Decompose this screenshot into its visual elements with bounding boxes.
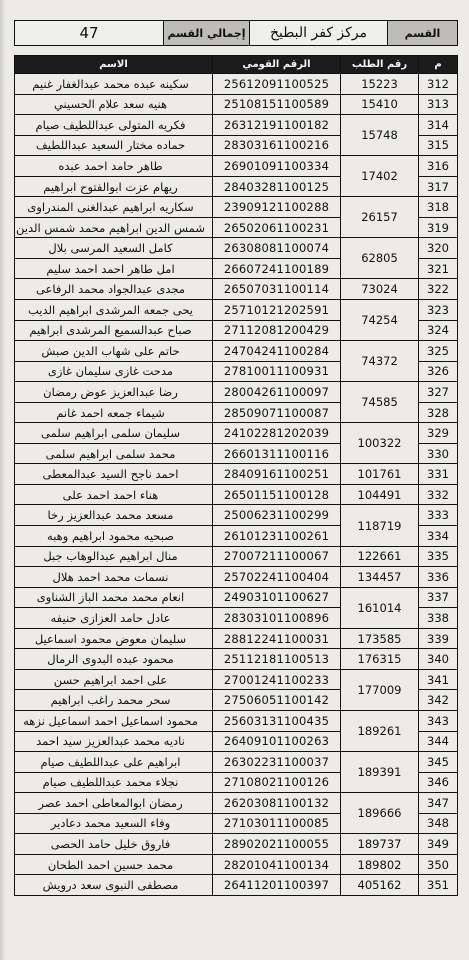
national-id: 28201041100134 — [213, 854, 341, 875]
person-name: انعام محمد محمد الباز الشناوى — [15, 587, 213, 608]
request-number: 161014 — [341, 587, 419, 628]
table-row — [15, 74, 458, 95]
row-number: 323 — [419, 300, 458, 321]
national-id: 26203081100132 — [213, 793, 341, 814]
national-id: 28403281100125 — [213, 176, 341, 197]
table-row — [15, 567, 458, 588]
person-name: طاهر حامد احمد عبده — [15, 156, 213, 177]
national-id: 26502061100231 — [213, 217, 341, 238]
row-number: 325 — [419, 341, 458, 362]
col-header-num: م — [419, 56, 458, 74]
row-number: 327 — [419, 382, 458, 403]
table-row — [15, 382, 458, 403]
person-name: هناء احمد احمد على — [15, 484, 213, 505]
national-id: 26507031100114 — [213, 279, 341, 300]
table-row — [15, 710, 458, 731]
request-number: 189802 — [341, 854, 419, 875]
person-name: رضا عبدالعزيز عوض رمضان — [15, 382, 213, 403]
person-name: محمد سلمى ابراهيم سلمى — [15, 443, 213, 464]
row-number: 348 — [419, 813, 458, 834]
row-number: 313 — [419, 94, 458, 115]
request-number: 73024 — [341, 279, 419, 300]
national-id: 24704241100284 — [213, 341, 341, 362]
row-number: 337 — [419, 587, 458, 608]
national-id: 27112081200429 — [213, 320, 341, 341]
person-name: نسمات محمد احمد هلال — [15, 567, 213, 588]
row-number: 333 — [419, 505, 458, 526]
person-name: حماده مختار السعيد عبداللطيف — [15, 135, 213, 156]
table-row — [15, 238, 458, 259]
table-row — [15, 752, 458, 773]
section-info-box — [14, 20, 458, 46]
request-number: 74254 — [341, 300, 419, 341]
table-row — [15, 649, 458, 670]
table-row — [15, 464, 458, 485]
table-row — [15, 341, 458, 362]
row-number: 342 — [419, 690, 458, 711]
person-name: ناديه محمد عبدالعزيز سيد احمد — [15, 731, 213, 752]
table-row — [15, 834, 458, 855]
row-number: 336 — [419, 567, 458, 588]
national-id: 28812241100031 — [213, 628, 341, 649]
request-number: 17402 — [341, 156, 419, 197]
request-number: 15748 — [341, 115, 419, 156]
row-number: 350 — [419, 854, 458, 875]
row-number: 312 — [419, 74, 458, 95]
request-number: 101761 — [341, 464, 419, 485]
table-row — [15, 300, 458, 321]
row-number: 326 — [419, 361, 458, 382]
row-number: 346 — [419, 772, 458, 793]
row-number: 339 — [419, 628, 458, 649]
table-row — [15, 546, 458, 567]
national-id: 26409101100263 — [213, 731, 341, 752]
person-name: محمود اسماعيل احمد اسماعيل نزهه — [15, 710, 213, 731]
table-row — [15, 423, 458, 444]
col-header-national-id: الرقم القومي — [213, 56, 341, 74]
table-row — [15, 279, 458, 300]
person-name: محمود عبده البدوى الرمال — [15, 649, 213, 670]
total-value: 47 — [15, 21, 163, 45]
national-id: 26601311100116 — [213, 443, 341, 464]
row-number: 347 — [419, 793, 458, 814]
request-number: 118719 — [341, 505, 419, 546]
national-id: 25612091100525 — [213, 74, 341, 95]
person-name: فاروق خليل حامد الحصى — [15, 834, 213, 855]
row-number: 335 — [419, 546, 458, 567]
request-number: 104491 — [341, 484, 419, 505]
request-number: 74372 — [341, 341, 419, 382]
national-id: 28004261100097 — [213, 382, 341, 403]
request-number: 173585 — [341, 628, 419, 649]
national-id: 27108021100126 — [213, 772, 341, 793]
national-id: 26308081100074 — [213, 238, 341, 259]
row-number: 324 — [419, 320, 458, 341]
section-value: مركز كفر البطيخ — [249, 21, 387, 45]
national-id: 25006231100299 — [213, 505, 341, 526]
national-id: 28509071100087 — [213, 402, 341, 423]
table-row — [15, 793, 458, 814]
person-name: عادل حامد العزازى حنيفه — [15, 608, 213, 629]
row-number: 334 — [419, 526, 458, 547]
national-id: 27810011100931 — [213, 361, 341, 382]
person-name: هنيه سعد علام الحسيني — [15, 94, 213, 115]
table-row — [15, 94, 458, 115]
national-id: 26101231100261 — [213, 526, 341, 547]
table-body — [15, 74, 458, 896]
person-name: مجدى عبدالجواد محمد الرفاعى — [15, 279, 213, 300]
national-id: 27103011100085 — [213, 813, 341, 834]
person-name: سليمان معوض محمود اسماعيل — [15, 628, 213, 649]
section-label: القسم — [387, 21, 457, 45]
row-number: 345 — [419, 752, 458, 773]
col-header-request: رقم الطلب — [341, 56, 419, 74]
row-number: 316 — [419, 156, 458, 177]
table-row — [15, 628, 458, 649]
national-id: 26501151100128 — [213, 484, 341, 505]
row-number: 338 — [419, 608, 458, 629]
person-name: وفاء السعيد محمد دعادير — [15, 813, 213, 834]
national-id: 26901091100334 — [213, 156, 341, 177]
table-row — [15, 484, 458, 505]
national-id: 28303161100216 — [213, 135, 341, 156]
row-number: 315 — [419, 135, 458, 156]
table-row — [15, 115, 458, 136]
person-name: سكاريه ابراهيم عبدالغنى المندراوى — [15, 197, 213, 218]
person-name: محمد حسين احمد الطحان — [15, 854, 213, 875]
person-name: سحر محمد راغب ابراهيم — [15, 690, 213, 711]
row-number: 322 — [419, 279, 458, 300]
person-name: ريهام عزت ابوالفتوح ابراهيم — [15, 176, 213, 197]
person-name: سليمان سلمى ابراهيم سلمى — [15, 423, 213, 444]
request-number: 122661 — [341, 546, 419, 567]
table-row — [15, 875, 458, 896]
row-number: 349 — [419, 834, 458, 855]
row-number: 329 — [419, 423, 458, 444]
row-number: 319 — [419, 217, 458, 238]
request-number: 189261 — [341, 710, 419, 751]
row-number: 343 — [419, 710, 458, 731]
national-id: 28902021100055 — [213, 834, 341, 855]
total-label: إجمالي القسم — [163, 21, 249, 45]
request-number: 189737 — [341, 834, 419, 855]
request-number: 189666 — [341, 793, 419, 834]
table-row — [15, 505, 458, 526]
request-number: 74585 — [341, 382, 419, 423]
row-number: 328 — [419, 402, 458, 423]
national-id: 27007211100067 — [213, 546, 341, 567]
request-number: 405162 — [341, 875, 419, 896]
national-id: 28409161100251 — [213, 464, 341, 485]
national-id: 26411201100397 — [213, 875, 341, 896]
row-number: 331 — [419, 464, 458, 485]
person-name: صبحيه محمود ابراهيم وهبه — [15, 526, 213, 547]
row-number: 341 — [419, 669, 458, 690]
row-number: 314 — [419, 115, 458, 136]
national-id: 26312191100182 — [213, 115, 341, 136]
national-id: 26607241100189 — [213, 258, 341, 279]
person-name: سكينه عبده محمد عبدالغفار غنيم — [15, 74, 213, 95]
request-number: 176315 — [341, 649, 419, 670]
person-name: حاتم على شهاب الدين صبش — [15, 341, 213, 362]
request-number: 134457 — [341, 567, 419, 588]
table-row — [15, 156, 458, 177]
table-row — [15, 854, 458, 875]
row-number: 340 — [419, 649, 458, 670]
person-name: مدحت غازى سليمان غازى — [15, 361, 213, 382]
person-name: ابراهيم على عبداللطيف صيام — [15, 752, 213, 773]
person-name: كامل السعيد المرسى بلال — [15, 238, 213, 259]
national-id: 25112181100513 — [213, 649, 341, 670]
row-number: 330 — [419, 443, 458, 464]
row-number: 320 — [419, 238, 458, 259]
row-number: 321 — [419, 258, 458, 279]
col-header-name: الاسم — [15, 56, 213, 74]
national-id: 27001241100233 — [213, 669, 341, 690]
person-name: يحى جمعه المرشدى ابراهيم الديب — [15, 300, 213, 321]
person-name: فكريه المتولى عبداللطيف صيام — [15, 115, 213, 136]
request-number: 26157 — [341, 197, 419, 238]
person-name: شيماء جمعه احمد غانم — [15, 402, 213, 423]
national-id: 26302231100037 — [213, 752, 341, 773]
request-number: 15223 — [341, 74, 419, 95]
person-name: على احمد ابراهيم حسن — [15, 669, 213, 690]
request-number: 100322 — [341, 423, 419, 464]
national-id: 24903101100627 — [213, 587, 341, 608]
person-name: مصطفى النبوى سعد درويش — [15, 875, 213, 896]
row-number: 318 — [419, 197, 458, 218]
person-name: مسعد محمد عبدالعزيز رخا — [15, 505, 213, 526]
row-number: 332 — [419, 484, 458, 505]
request-number: 62805 — [341, 238, 419, 279]
person-name: منال ابراهيم عبدالوهاب جبل — [15, 546, 213, 567]
row-number: 351 — [419, 875, 458, 896]
person-name: نجلاء محمد عبداللطيف صيام — [15, 772, 213, 793]
page-edge-shadow — [0, 0, 6, 960]
national-id: 25710121202591 — [213, 300, 341, 321]
beneficiaries-table — [14, 55, 458, 896]
table-row — [15, 197, 458, 218]
national-id: 23909121100288 — [213, 197, 341, 218]
table-row — [15, 669, 458, 690]
national-id: 24102281202039 — [213, 423, 341, 444]
person-name: احمد ناجح السيد عبدالمعطى — [15, 464, 213, 485]
request-number: 177009 — [341, 669, 419, 710]
person-name: صباح عبدالسميع المرشدى ابراهيم — [15, 320, 213, 341]
national-id: 27506051100142 — [213, 690, 341, 711]
person-name: رمضان ابوالمعاطى احمد عصر — [15, 793, 213, 814]
request-number: 189391 — [341, 752, 419, 793]
national-id: 28303101100896 — [213, 608, 341, 629]
national-id: 25108151100589 — [213, 94, 341, 115]
row-number: 344 — [419, 731, 458, 752]
national-id: 25603131100435 — [213, 710, 341, 731]
row-number: 317 — [419, 176, 458, 197]
table-header-row — [15, 56, 458, 74]
person-name: شمس الدين ابراهيم محمد شمس الدين — [15, 217, 213, 238]
national-id: 25702241100404 — [213, 567, 341, 588]
table-row — [15, 587, 458, 608]
person-name: امل طاهر احمد احمد سليم — [15, 258, 213, 279]
request-number: 15410 — [341, 94, 419, 115]
